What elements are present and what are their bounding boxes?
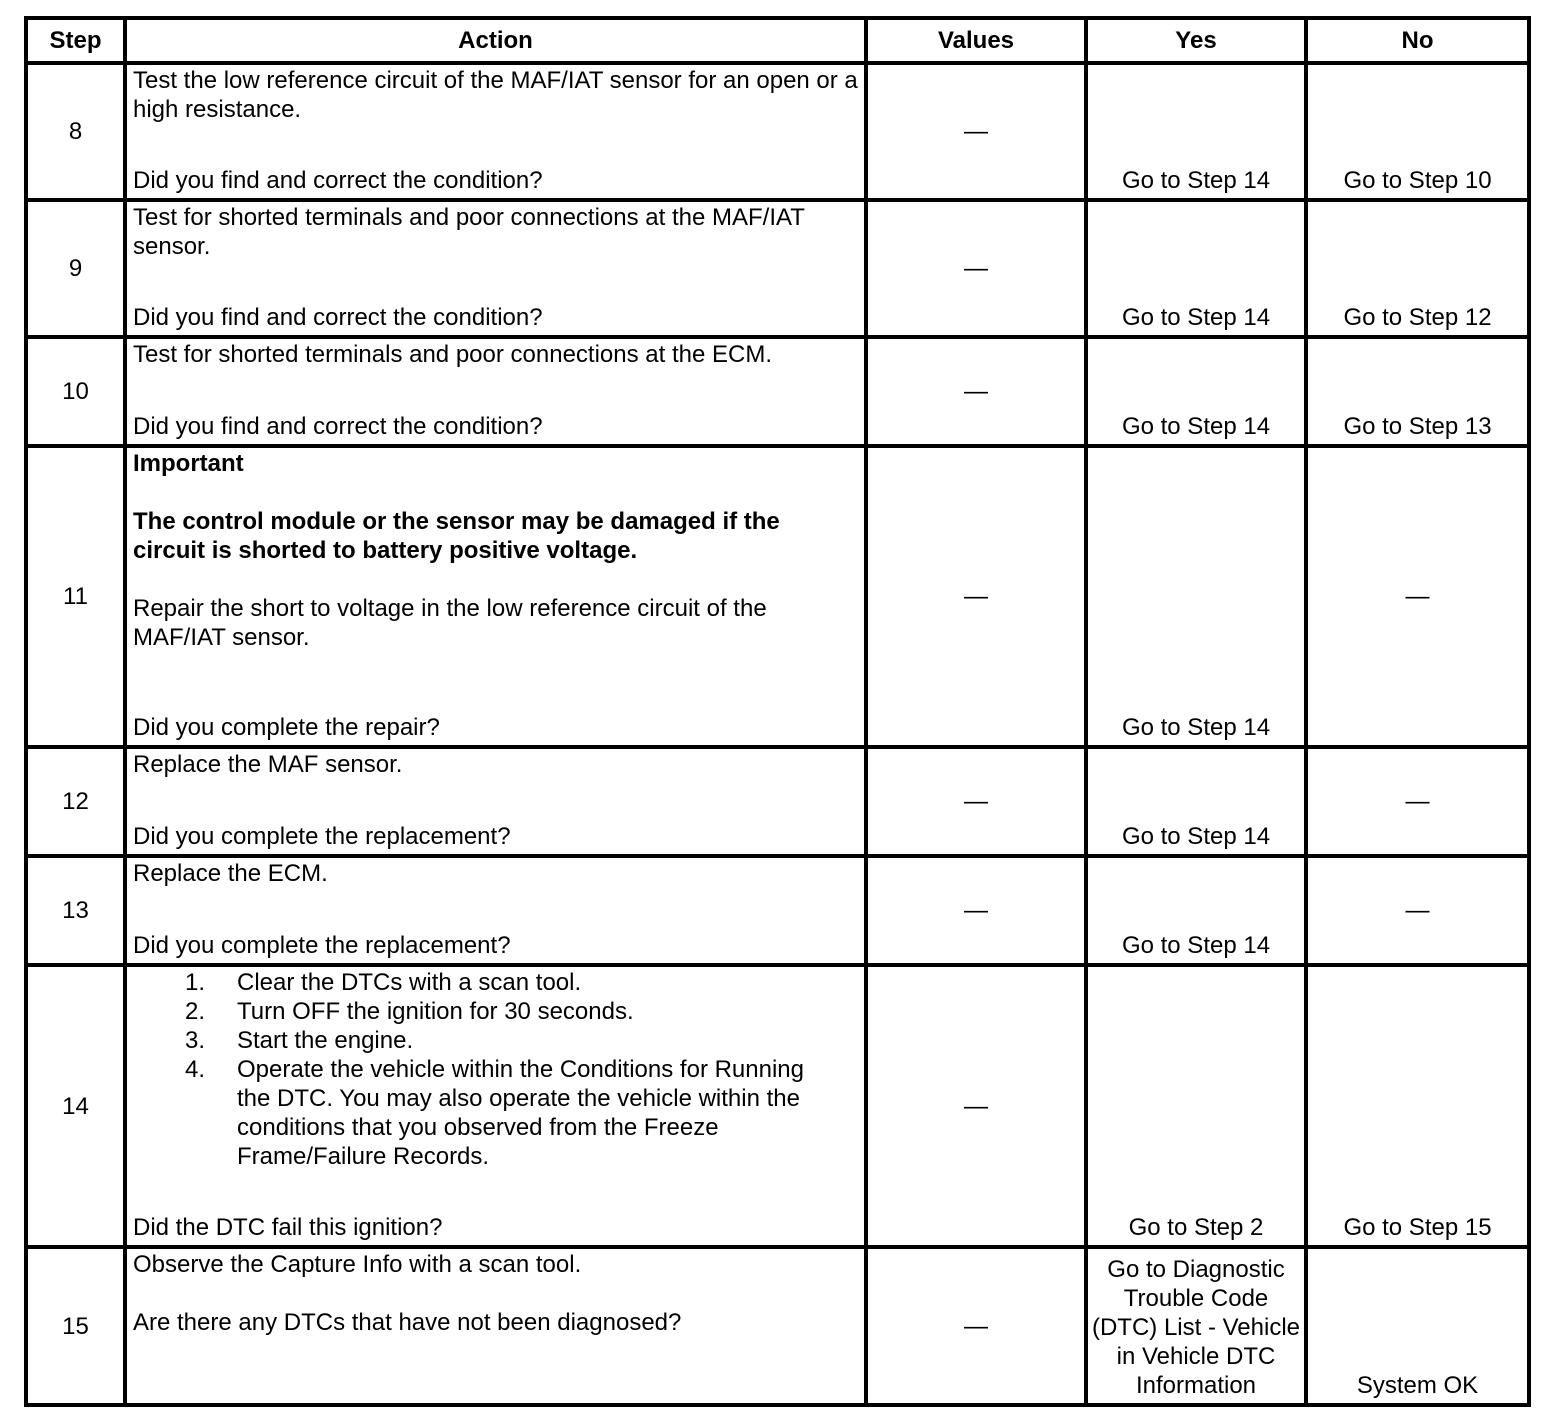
value-cell: — [866,337,1086,446]
step-number: 13 [26,856,125,965]
action-question: Did you complete the repair? [133,714,440,741]
action-question: Did you find and correct the condition? [133,304,543,331]
yes-link[interactable]: Go to Step 14 [1086,63,1306,200]
action-text: Test the low reference circuit of the MAF/IAT sensor for an open or a high resistance. [133,67,858,123]
action-text: Repair the short to voltage in the low reference circuit of the MAF/IAT sensor. [133,595,767,651]
list-item: 1. Clear the DTCs with a scan tool. [185,969,582,996]
table-row [26,63,1529,200]
step-number: 8 [26,63,125,200]
yes-link[interactable]: Go to Step 2 [1086,965,1306,1247]
table-row [26,1247,1529,1405]
step-number: 9 [26,200,125,337]
header-no: No [1306,18,1529,63]
yes-link[interactable]: Go to Step 14 [1086,200,1306,337]
table-row [26,965,1529,1247]
step-number: 15 [26,1247,125,1405]
step-number: 11 [26,446,125,747]
no-cell: — [1306,747,1529,856]
action-cell [125,965,866,1247]
no-link[interactable]: Go to Step 13 [1306,337,1529,446]
value-cell: — [866,63,1086,200]
action-question: Did you complete the replacement? [133,932,511,959]
step-number: 10 [26,337,125,446]
table-row [26,856,1529,965]
yes-link[interactable]: Go to Step 14 [1086,337,1306,446]
action-cell [125,200,866,337]
table-row [26,337,1529,446]
action-question: Are there any DTCs that have not been diagnosed? [133,1309,682,1336]
header-row [26,18,1529,63]
step-number: 14 [26,965,125,1247]
value-cell: — [866,856,1086,965]
header-yes: Yes [1086,18,1306,63]
action-question: Did the DTC fail this ignition? [133,1214,443,1241]
action-cell [125,63,866,200]
system-ok-label: System OK [1306,1247,1529,1405]
action-text: Observe the Capture Info with a scan tool. [133,1251,582,1278]
value-cell: — [866,965,1086,1247]
action-question: Did you find and correct the condition? [133,413,543,440]
dtc-list-link[interactable]: Go to Diagnostic Trouble Code (DTC) List - Vehicle in Vehicle DTC Information [1086,1247,1306,1405]
table-row [26,747,1529,856]
header-values: Values [866,18,1086,63]
yes-link[interactable]: Go to Step 14 [1086,446,1306,747]
no-link[interactable]: Go to Step 10 [1306,63,1529,200]
list-item: 2. Turn OFF the ignition for 30 seconds. [185,998,634,1025]
action-cell [125,446,866,747]
important-label: Important [133,450,244,477]
list-item: 4. Operate the vehicle within the Conditions for Running the DTC. You may also operate the vehicle within the conditions that you observed from the Freeze Frame/Failure Records. [185,1056,804,1170]
important-text: The control module or the sensor may be damaged if the circuit is shorted to battery positive voltage. [133,508,780,564]
action-text: Test for shorted terminals and poor connections at the ECM. [133,341,772,368]
action-question: Did you find and correct the condition? [133,167,543,194]
yes-link[interactable]: Go to Step 14 [1086,856,1306,965]
action-cell [125,856,866,965]
value-cell: — [866,446,1086,747]
value-cell: — [866,200,1086,337]
procedure-list [133,968,858,1171]
action-cell [125,747,866,856]
action-text: Test for shorted terminals and poor connections at the MAF/IAT sensor. [133,204,805,260]
action-cell [125,337,866,446]
yes-link[interactable]: Go to Step 14 [1086,747,1306,856]
table-row [26,200,1529,337]
no-cell: — [1306,446,1529,747]
list-item: 3. Start the engine. [185,1027,414,1054]
action-cell [125,1247,866,1405]
action-question: Did you complete the replacement? [133,823,511,850]
value-cell: — [866,747,1086,856]
diagnostic-table [24,16,1531,1407]
no-link[interactable]: Go to Step 12 [1306,200,1529,337]
action-text: Replace the ECM. [133,860,328,887]
table-row [26,446,1529,747]
header-action: Action [125,18,866,63]
value-cell: — [866,1247,1086,1405]
action-text: Replace the MAF sensor. [133,751,403,778]
no-link[interactable]: Go to Step 15 [1306,965,1529,1247]
header-step: Step [26,18,125,63]
no-cell: — [1306,856,1529,965]
step-number: 12 [26,747,125,856]
